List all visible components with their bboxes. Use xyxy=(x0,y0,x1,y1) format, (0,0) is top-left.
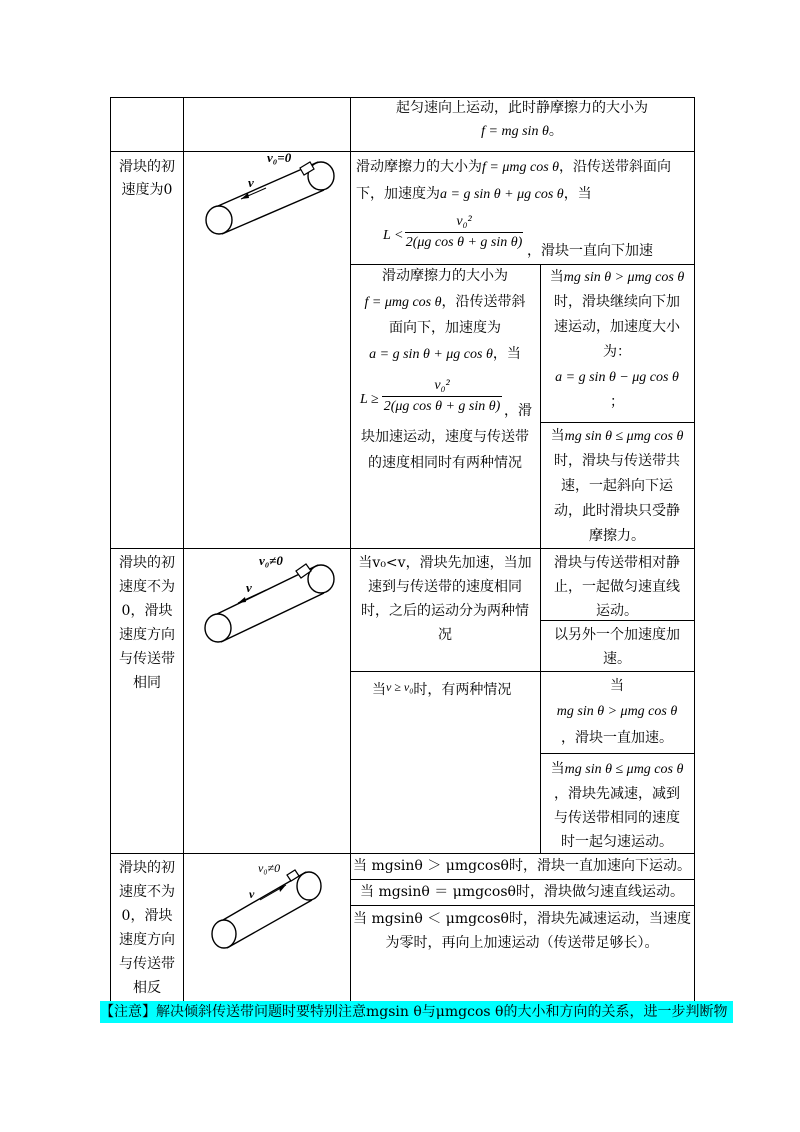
conveyor-figure-v0-opposite xyxy=(200,852,350,957)
cell-divider xyxy=(350,671,694,672)
col-divider xyxy=(350,97,351,1002)
text-line: 以另外一个加速度加 xyxy=(554,627,680,643)
fraction-bar xyxy=(405,232,523,233)
row2-label xyxy=(111,551,183,695)
row2-b-text xyxy=(372,676,538,702)
col-divider xyxy=(540,264,541,548)
row1-c2-text xyxy=(542,424,692,549)
cell-divider xyxy=(540,422,694,423)
text-span: 当 xyxy=(372,682,386,698)
acceleration-formula: a = g sin θ − μg cos θ xyxy=(555,370,679,385)
text-line: 速运动，加速度大小 xyxy=(554,319,680,335)
row0-formula-line xyxy=(352,120,692,143)
text-line xyxy=(352,291,538,314)
row0-line1: 起匀速向上运动，此时静摩擦力的大小为 xyxy=(396,100,648,116)
condition-formula: v ≥ v₀ xyxy=(386,680,414,694)
acceleration-formula: a = g sin θ + μg cos θ xyxy=(369,347,493,362)
label-line: 0，滑块 xyxy=(121,908,173,924)
text-line: 时，滑块继续向下加 xyxy=(554,294,680,310)
row1-a-cond-lhs: L < xyxy=(383,228,404,243)
text-line: 况 xyxy=(438,627,452,643)
condition-formula: mg sin θ ≤ μmg cos θ xyxy=(564,429,684,444)
condition-formula: mg sin θ ≤ μmg cos θ xyxy=(564,762,684,777)
fraction-numerator: v₀² xyxy=(434,378,450,393)
friction-formula: f = mg sin θ xyxy=(481,124,549,139)
text-span: ，沿传送带斜 xyxy=(441,294,526,310)
text-line: 动，此时滑块只受静 xyxy=(554,503,680,519)
text-line: 滑块与传送带相对静 xyxy=(554,555,680,571)
row1-a-cond-fraction xyxy=(405,214,523,251)
fig-v-label: v xyxy=(246,580,252,595)
text-span: 滑动摩擦力的大小为 xyxy=(356,159,482,175)
row1-b-cond-lhs: L ≥ xyxy=(360,392,379,407)
label-line: 滑块的初 xyxy=(119,860,175,876)
text-line: 摩擦力。 xyxy=(589,528,645,544)
text-line: 速，一起斜向下运 xyxy=(561,478,673,494)
text-line: 止，一起做匀速直线 xyxy=(554,579,680,595)
fraction-denominator: 2(μg cos θ + g sin θ) xyxy=(405,235,523,250)
label-line: 相反 xyxy=(133,980,161,996)
note-highlight: 【注意】解决倾斜传送带问题时要特别注意mgsin θ与μmgcos θ的大小和方向的关系，进一步判断物 xyxy=(100,1001,733,1023)
col-divider xyxy=(540,548,541,853)
text-line: 速。 xyxy=(603,651,631,667)
cell-divider xyxy=(540,753,694,754)
conveyor-figure-v0-same xyxy=(196,548,346,648)
row2-a1-text xyxy=(542,551,692,623)
cell-divider xyxy=(350,879,694,880)
text-line: 时一起匀速运动。 xyxy=(561,834,673,850)
text-line: ，滑块一直加速。 xyxy=(561,730,673,746)
acceleration-formula: a = g sin θ + μg cos θ xyxy=(440,187,564,202)
text-span: 当 xyxy=(550,428,565,444)
conveyor-figure-v0-zero xyxy=(196,150,346,240)
friction-formula: f = μmg cos θ xyxy=(482,160,560,175)
fraction-numerator: v₀² xyxy=(456,214,472,229)
row1-b-text xyxy=(352,265,538,366)
col-divider xyxy=(183,97,184,1002)
text-line: 时，之后的运动分为两种情 xyxy=(361,603,529,619)
text-line: 面向下，加速度为 xyxy=(389,320,501,336)
text-line: 块加速运动，速度与传送带 xyxy=(361,429,529,445)
label-line: 滑块的初 xyxy=(119,555,175,571)
fig-v0-label: v₀≠0 xyxy=(259,553,283,568)
table-right-border xyxy=(694,97,695,1002)
text-line xyxy=(542,424,692,449)
row2-a2-text xyxy=(542,623,692,671)
row1-a-line3: ，滑块一直向下加速 xyxy=(527,243,653,259)
fraction-denominator: 2(μg cos θ + g sin θ) xyxy=(383,399,501,414)
row2-a-text xyxy=(352,551,538,647)
row1-a-line1 xyxy=(356,156,692,179)
fig-v0-label: v₀≠0 xyxy=(258,861,281,875)
label-line: 与传送带 xyxy=(119,956,175,972)
row3-c3-text xyxy=(352,907,692,955)
label-line: 相同 xyxy=(133,675,161,691)
friction-formula: f = μmg cos θ xyxy=(364,295,442,310)
text-line: 速到与传送带的速度相同 xyxy=(368,579,522,595)
fig-v-label: v xyxy=(249,887,255,901)
text-line xyxy=(542,265,692,290)
text-span: ，当 xyxy=(492,346,521,362)
condition-formula: mg sin θ > μmg cos θ xyxy=(563,270,685,285)
text-line: 为： xyxy=(603,344,631,360)
fraction-bar xyxy=(382,396,502,397)
row3-c2-text: 当 mgsinθ ＝ μmgcosθ时，滑块做匀速直线运动。 xyxy=(360,884,684,900)
text-line: 为零时，再向上加速运动（传送带足够长）。 xyxy=(385,935,659,951)
fig-v-label: v xyxy=(248,175,254,190)
text-line xyxy=(542,757,692,782)
row3-label xyxy=(111,856,183,1000)
row3-c1-text: 当 mgsinθ ＞ μmgcosθ时，滑块一直加速向下运动。 xyxy=(353,858,691,874)
label-line: 速度为0 xyxy=(121,182,173,198)
text-span: 当 xyxy=(550,761,565,777)
label-line: 0，滑块 xyxy=(121,603,173,619)
text-line: 当 mgsinθ ＜ μmgcosθ时，滑块先减速运动，当速度 xyxy=(353,911,691,927)
row0-text xyxy=(352,97,692,143)
text-line: 当 xyxy=(610,678,624,694)
text-line: ，滑块先减速，减到 xyxy=(554,786,680,802)
label-line: 与传送带 xyxy=(119,651,175,667)
text-span: 下，加速度为 xyxy=(356,186,440,202)
text-line: 滑动摩擦力的大小为 xyxy=(382,268,508,284)
label-line: 滑块的初 xyxy=(119,159,175,175)
text-line: ； xyxy=(610,394,624,410)
row1-a-text xyxy=(356,156,692,206)
row2-b1-text xyxy=(542,673,692,751)
fig-v0-label: v₀=0 xyxy=(267,150,292,165)
label-line: 速度方向 xyxy=(119,627,175,643)
label-line: 速度方向 xyxy=(119,932,175,948)
text-span: ，沿传送带斜面向 xyxy=(559,159,672,175)
condition-formula: mg sin θ > μmg cos θ xyxy=(556,704,678,719)
text-line xyxy=(352,343,538,366)
row1-b-tail xyxy=(352,426,538,475)
text-line: 与传送带相同的速度 xyxy=(554,810,680,826)
period: 。 xyxy=(548,123,563,139)
text-line: 当v₀<v，滑块先加速，当加 xyxy=(358,555,532,571)
row1-a-line2 xyxy=(356,183,692,206)
text-line: 时，滑块与传送带共 xyxy=(554,453,680,469)
label-line: 速度不为 xyxy=(119,579,175,595)
text-line: 的速度相同时有两种情况 xyxy=(368,455,522,471)
row2-b2-text xyxy=(542,757,692,854)
row1-b-slide: ，滑 xyxy=(504,403,532,419)
text-line: 运动。 xyxy=(596,603,638,619)
row1-c1-text xyxy=(542,265,692,415)
cell-divider xyxy=(350,905,694,906)
label-line: 速度不为 xyxy=(119,884,175,900)
row1-b-cond-fraction xyxy=(382,378,502,415)
text-span: 时，有两种情况 xyxy=(413,682,512,698)
text-span: 当 xyxy=(549,269,564,285)
text-span: ，当 xyxy=(563,186,592,202)
row1-label xyxy=(111,156,183,202)
